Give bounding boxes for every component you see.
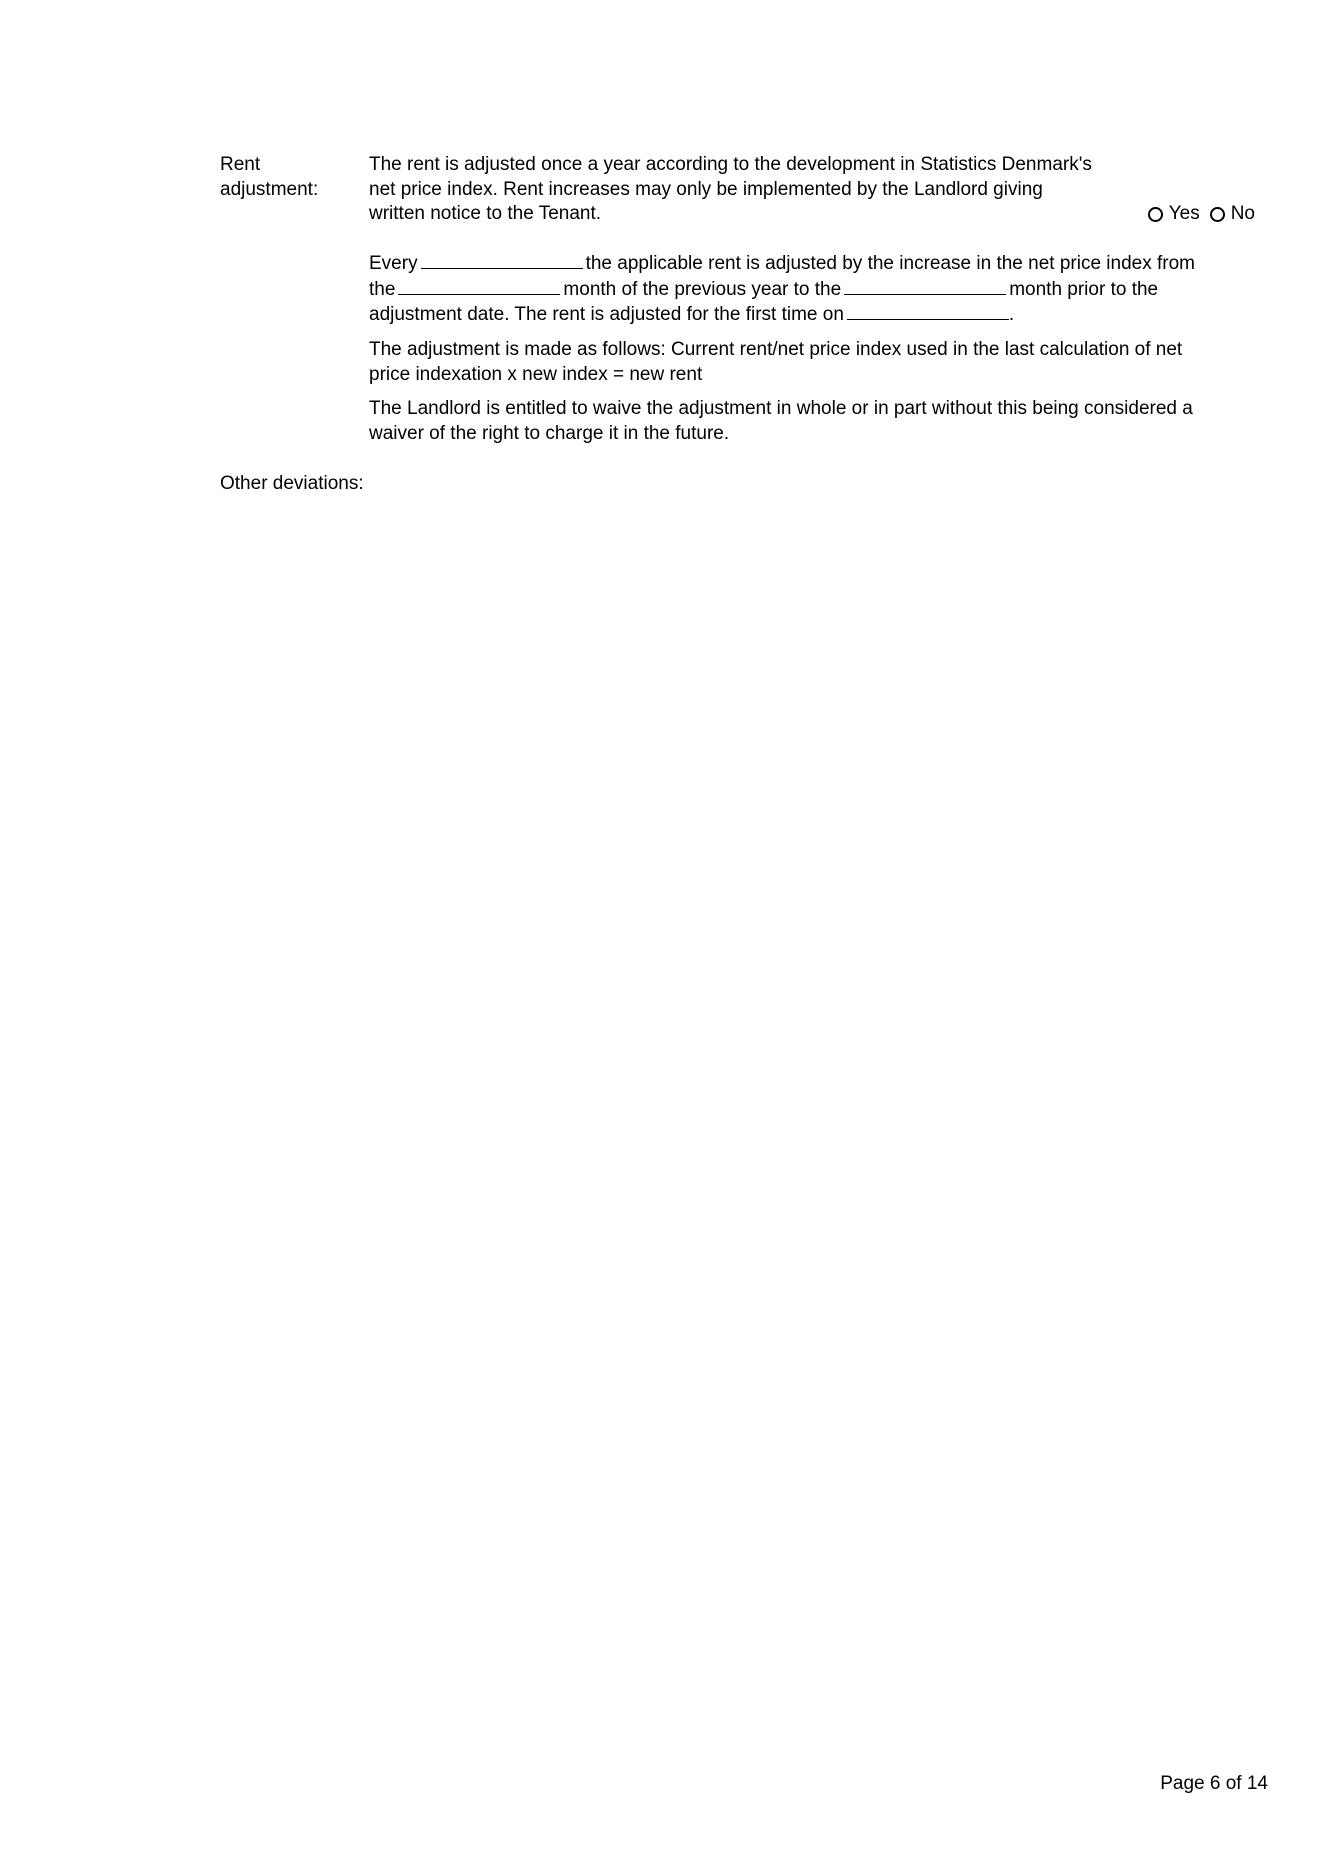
- every-text-5: month prior to the: [1009, 278, 1159, 300]
- rent-adjustment-label-line1: Rent: [220, 154, 261, 175]
- intro-line-2: net price index. Rent increases may only be implemented by the Landlord giving: [369, 178, 1043, 200]
- every-text-6: adjustment date. The rent is adjusted for the first time on: [369, 304, 844, 325]
- every-text-3: the: [369, 278, 396, 300]
- waiver-line-1: The Landlord is entitled to waive the adjustment in whole or in part without this being considered a: [369, 398, 1193, 419]
- option-no-label: No: [1230, 203, 1255, 224]
- every-line-1: [369, 251, 1249, 277]
- option-yes-label: Yes: [1168, 203, 1200, 224]
- blank-field-to-month[interactable]: [844, 277, 1006, 295]
- every-line-2: [369, 277, 1249, 303]
- intro-line-1: The rent is adjusted once a year according to the development in Statistics Denmark's: [369, 154, 1092, 175]
- option-no[interactable]: [1210, 202, 1255, 227]
- every-text-4: month of the previous year to the: [563, 278, 842, 300]
- formula-line-1: The adjustment is made as follows: Current rent/net price index used in the last calculation of net: [369, 339, 1183, 360]
- waiver-line-2: waiver of the right to charge it in the future.: [369, 422, 730, 444]
- blank-field-period[interactable]: [421, 251, 583, 269]
- every-text-1: Every: [369, 253, 418, 274]
- waiver-paragraph: [369, 397, 1249, 446]
- every-paragraph: [369, 251, 1249, 328]
- page-number: Page 6 of 14: [1160, 1773, 1268, 1794]
- intro-line-3-row: [369, 202, 1255, 227]
- other-deviations-label: Other deviations:: [220, 473, 364, 494]
- every-text-7: .: [1008, 304, 1015, 325]
- formula-paragraph: [369, 338, 1249, 387]
- rent-adjustment-intro: [369, 153, 1269, 227]
- every-line-3: [369, 302, 1249, 328]
- formula-line-2: price indexation x new index = new rent: [369, 363, 703, 385]
- radio-circle-icon[interactable]: [1210, 207, 1225, 222]
- blank-field-from-month[interactable]: [398, 277, 560, 295]
- rent-adjustment-label-line2: adjustment:: [220, 178, 319, 200]
- rent-adjustment-label: [220, 153, 360, 202]
- radio-circle-icon[interactable]: [1148, 207, 1163, 222]
- blank-field-first-date[interactable]: [847, 302, 1009, 320]
- yes-no-options: [1148, 202, 1255, 227]
- intro-line-3: written notice to the Tenant.: [369, 203, 602, 224]
- option-yes[interactable]: [1148, 202, 1200, 227]
- every-text-2: the applicable rent is adjusted by the increase in the net price index from: [585, 253, 1195, 274]
